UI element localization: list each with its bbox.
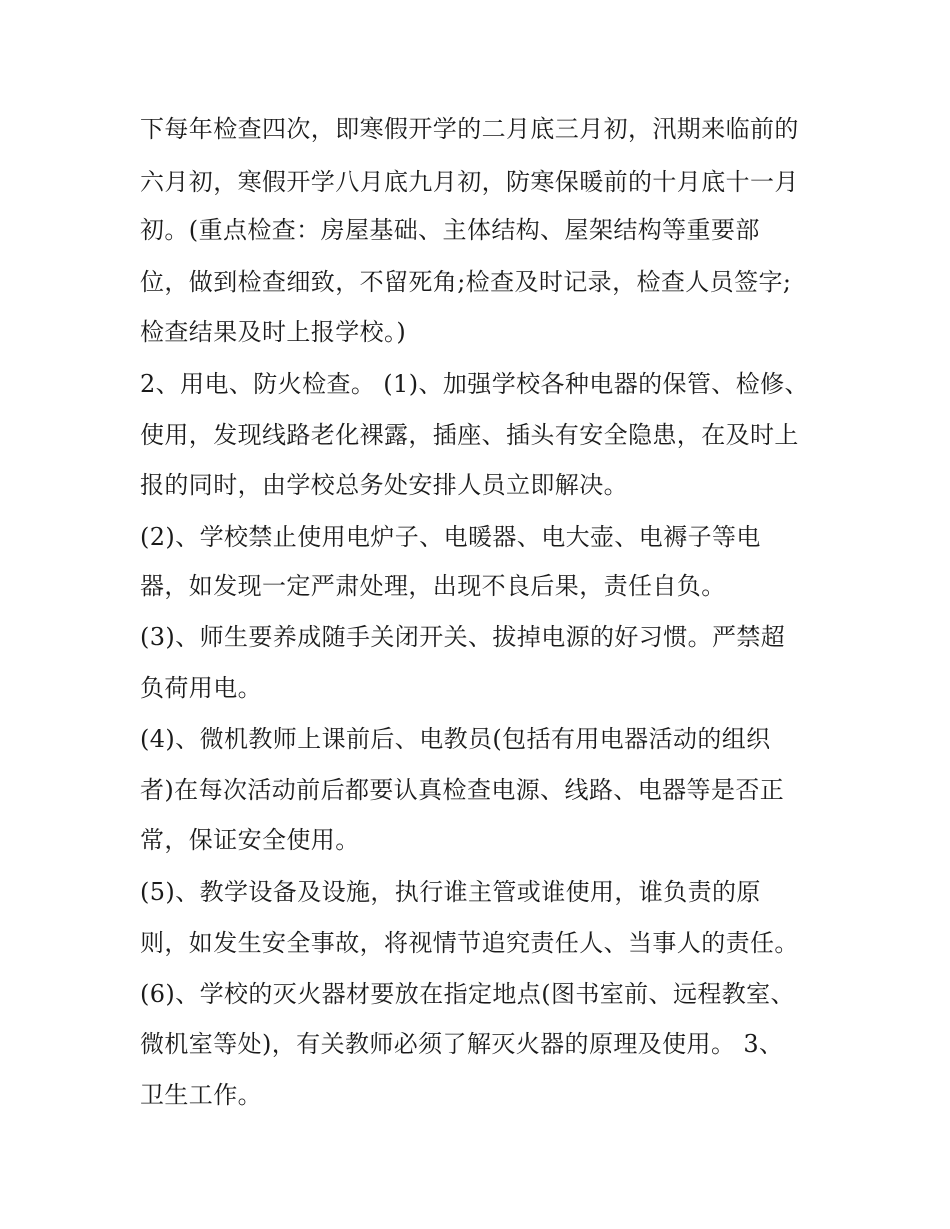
text-line: 器，如发现一定严肃处理，出现不良后果，责任自负。 [140, 572, 726, 600]
text-line: (4)、微机教师上课前后、电教员(包括有用电器活动的组织 [140, 725, 771, 753]
text-line: 初。(重点检查：房屋基础、主体结构、屋架结构等重要部 [140, 216, 760, 244]
text-line: 使用，发现线路老化裸露，插座、插头有安全隐患，在及时上 [140, 421, 799, 449]
text-line: 六月初，寒假开学八月底九月初，防寒保暖前的十月底十一月 [140, 168, 799, 196]
text-line: 者)在每次活动前后都要认真检查电源、线路、电器等是否正 [140, 776, 785, 804]
text-line: 检查结果及时上报学校。) [140, 318, 407, 346]
text-line: (6)、学校的灭火器材要放在指定地点(图书室前、远程教室、 [140, 980, 795, 1008]
text-line: 常，保证安全使用。 [140, 826, 360, 854]
text-line: 负荷用电。 [140, 674, 262, 702]
text-line: (2)、学校禁止使用电炉子、电暖器、电大壶、电褥子等电 [140, 523, 761, 551]
text-line: (5)、教学设备及设施，执行谁主管或谁使用，谁负责的原 [140, 878, 761, 906]
text-line: 卫生工作。 [140, 1081, 262, 1109]
text-line: 微机室等处)，有关教师必须了解灭火器的原理及使用。 3、 [140, 1030, 784, 1058]
text-line: 2、用电、防火检查。 (1)、加强学校各种电器的保管、检修、 [140, 370, 809, 398]
text-line: 报的同时，由学校总务处安排人员立即解决。 [140, 471, 628, 499]
text-line: (3)、师生要养成随手关闭开关、拔掉电源的好习惯。严禁超 [140, 623, 786, 651]
text-line: 下每年检查四次，即寒假开学的二月底三月初，汛期来临前的 [140, 115, 799, 143]
text-line: 则，如发生安全事故，将视情节追究责任人、当事人的责任。 [140, 929, 799, 957]
text-line: 位，做到检查细致，不留死角;检查及时记录，检查人员签字; [140, 268, 792, 296]
